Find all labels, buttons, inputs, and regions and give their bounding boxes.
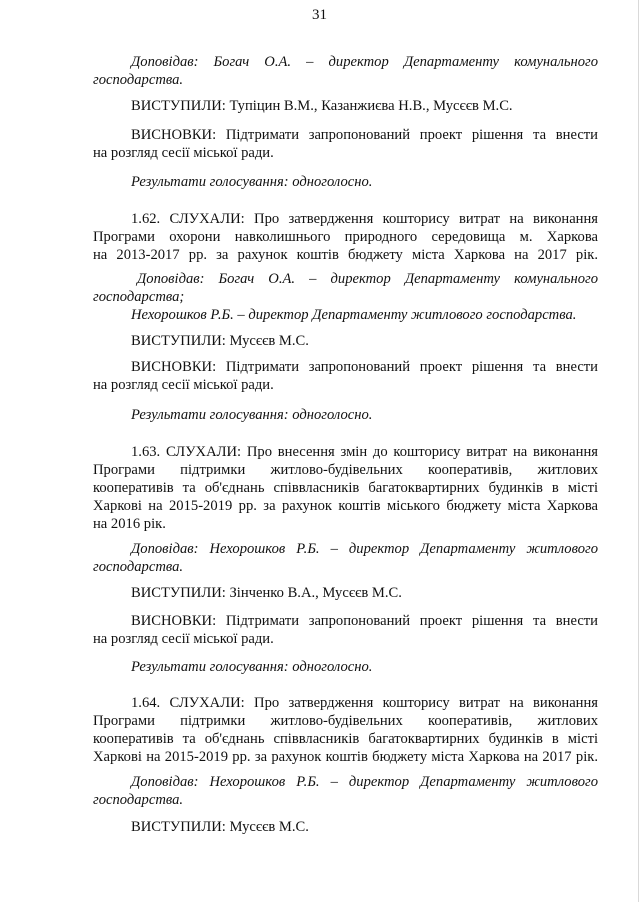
text-line: ВИСТУПИЛИ: Зінченко В.А., Мусєєв М.С.: [131, 585, 402, 601]
agenda-item-1-64: [93, 694, 598, 766]
spoke-paragraph: [93, 584, 598, 602]
text-line: Результати голосування: одноголосно.: [131, 174, 373, 190]
text-line: 1.62. СЛУХАЛИ: Про затвердження кошторису витрат на виконання: [131, 211, 598, 227]
speaker-paragraph: [93, 540, 598, 576]
text-line: 1.64. СЛУХАЛИ: Про затвердження кошторису витрат на виконання: [131, 695, 598, 711]
conclusion-paragraph: [93, 358, 598, 394]
voting-result: [93, 658, 598, 676]
text-line: господарства.: [93, 792, 184, 808]
text-line: Програми підтримки житлово-будівельних кооперативів, житлових: [93, 462, 598, 478]
text-line: ВИСНОВКИ: Підтримати запропонований проект рішення та внести: [131, 127, 598, 143]
voting-result: [93, 173, 598, 191]
text-line: господарства.: [93, 72, 184, 88]
page-number: 31: [312, 7, 327, 23]
text-line: на 2013-2017 рр. за рахунок коштів бюджету міста Харкова на 2017 рік.: [93, 247, 598, 263]
conclusion-paragraph: [93, 126, 598, 162]
text-line: на розгляд сесії міської ради.: [93, 631, 274, 647]
text-line: кооперативів та об'єднань співвласників багатоквартирних будинків в місті: [93, 480, 598, 496]
text-line: на розгляд сесії міської ради.: [93, 377, 274, 393]
speaker-paragraph: [93, 270, 598, 324]
text-line: господарства;: [93, 289, 185, 305]
text-line: ВИСНОВКИ: Підтримати запропонований проект рішення та внести: [131, 359, 598, 375]
text-line: Доповідав: Богач О.А. – директор Департаменту комунального: [137, 271, 598, 287]
text-line: Результати голосування: одноголосно.: [131, 407, 373, 423]
text-line: ВИСТУПИЛИ: Мусєєв М.С.: [131, 819, 309, 835]
speaker-paragraph: [93, 53, 598, 89]
spoke-paragraph: [93, 97, 598, 115]
speaker-paragraph: [93, 773, 598, 809]
text-line: 1.63. СЛУХАЛИ: Про внесення змін до кошторису витрат на виконання: [131, 444, 598, 460]
voting-result: [93, 406, 598, 424]
text-line: Програми охорони навколишнього природного середовища м. Харкова: [93, 229, 598, 245]
text-line: ВИСТУПИЛИ: Мусєєв М.С.: [131, 333, 309, 349]
text-line: кооперативів та об'єднань співвласників багатоквартирних будинків в місті: [93, 731, 598, 747]
conclusion-paragraph: [93, 612, 598, 648]
text-line: ВИСНОВКИ: Підтримати запропонований проект рішення та внести: [131, 613, 598, 629]
text-line: господарства.: [93, 559, 184, 575]
text-line: Харкові на 2015-2019 рр. за рахунок коштів бюджету міста Харкова на 2017 рік.: [93, 749, 598, 765]
spoke-paragraph: [93, 818, 598, 836]
text-line: Доповідав: Нехорошков Р.Б. – директор Департаменту житлового: [131, 541, 598, 557]
text-line: на розгляд сесії міської ради.: [93, 145, 274, 161]
text-line: Харкові на 2015-2019 рр. за рахунок коштів міського бюджету міста Харкова: [93, 498, 598, 514]
text-line: Доповідав: Нехорошков Р.Б. – директор Департаменту житлового: [131, 774, 598, 790]
agenda-item-1-63: [93, 443, 598, 533]
text-line: Програми підтримки житлово-будівельних кооперативів, житлових: [93, 713, 598, 729]
text-line: Доповідав: Богач О.А. – директор Департаменту комунального: [131, 54, 598, 70]
text-line: на 2016 рік.: [93, 516, 166, 532]
spoke-paragraph: [93, 332, 598, 350]
text-line: Нехорошков Р.Б. – директор Департаменту житлового господарства.: [131, 307, 577, 323]
agenda-item-1-62: [93, 210, 598, 264]
text-line: ВИСТУПИЛИ: Тупіцин В.М., Казанжиєва Н.В., Мусєєв М.С.: [131, 98, 513, 114]
text-line: Результати голосування: одноголосно.: [131, 659, 373, 675]
